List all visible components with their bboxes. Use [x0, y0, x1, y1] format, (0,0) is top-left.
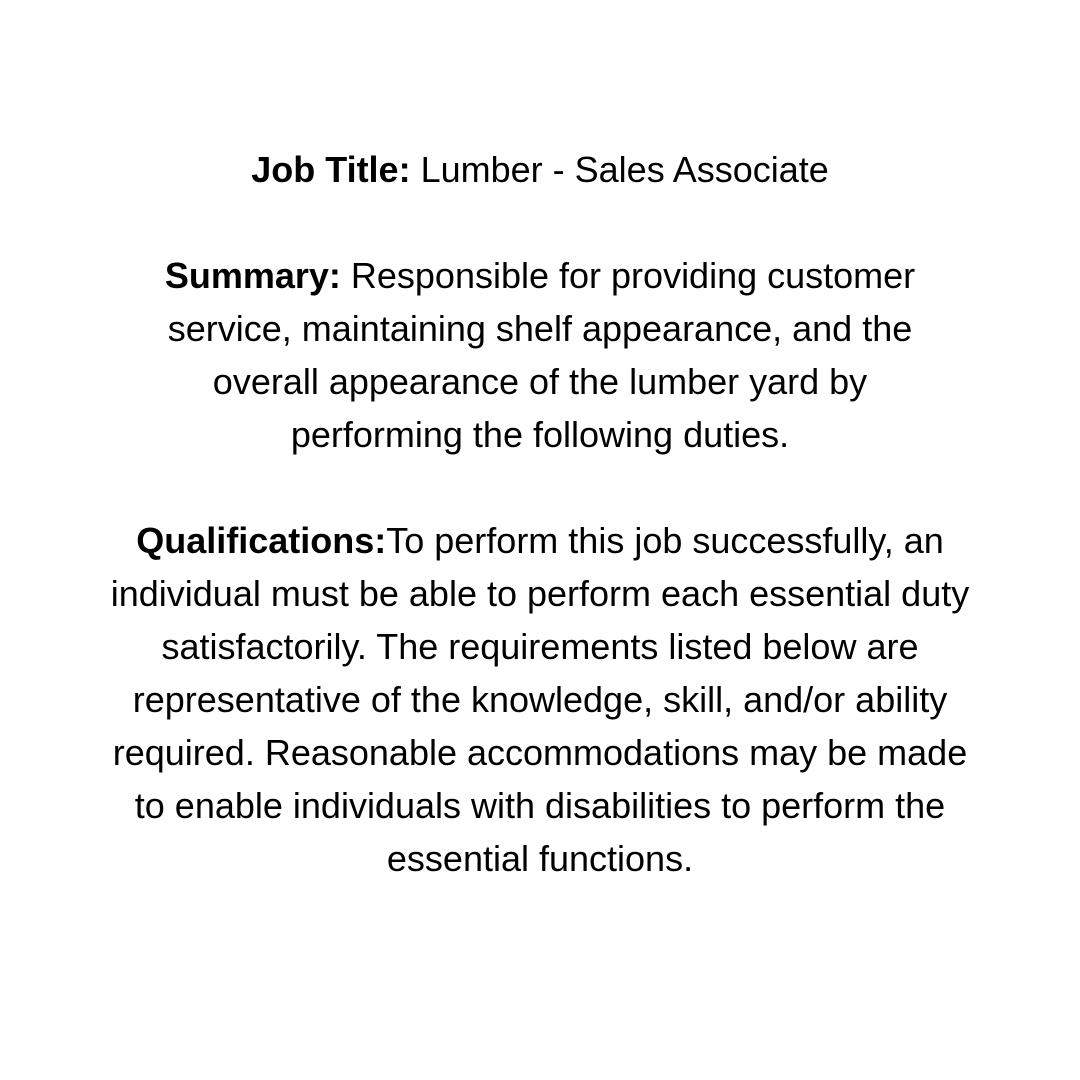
job-title-paragraph	[90, 143, 990, 196]
qualifications-label: Qualifications:	[136, 520, 387, 561]
qualifications-text: To perform this job successfully, an individual must be able to perform each essential duty satisfactorily. The requirements listed below are representative of the knowledge, skill, and/or ability required. Reasonable accommodations may be made to enable individuals with disabilities to perform the essential functions.	[110, 520, 970, 879]
job-title-value: Lumber - Sales Associate	[410, 149, 829, 190]
summary-text: Responsible for providing customer service, maintaining shelf appearance, and the overall appearance of the lumber yard by performing the following duties.	[167, 255, 916, 455]
summary-paragraph	[130, 249, 950, 461]
qualifications-paragraph	[100, 514, 980, 885]
summary-label: Summary:	[164, 255, 341, 296]
job-title-label: Job Title:	[251, 149, 411, 190]
job-description-document	[0, 143, 1080, 885]
